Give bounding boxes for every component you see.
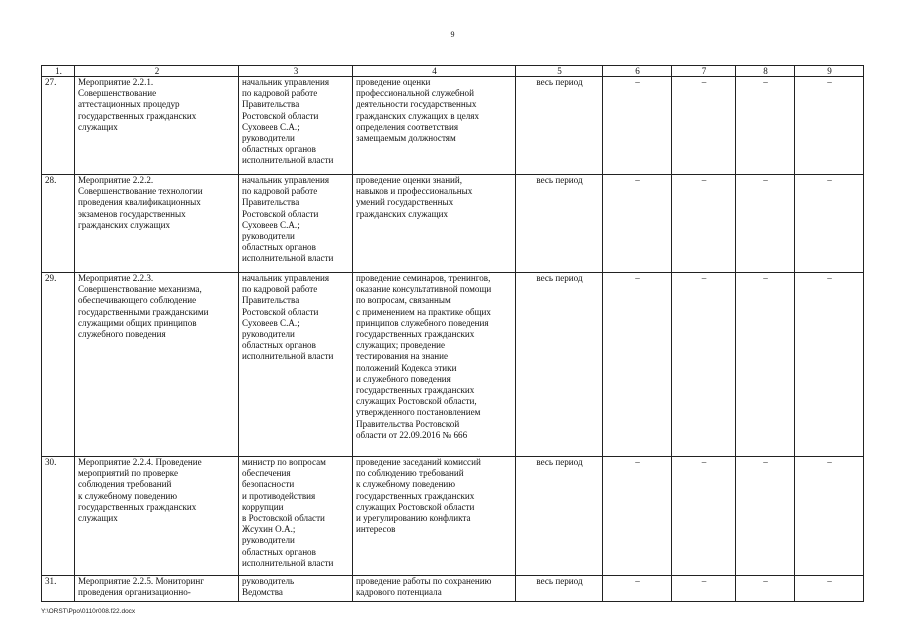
value-cell: –: [736, 273, 795, 457]
row-number: 28.: [42, 175, 75, 273]
value-cell: –: [672, 576, 736, 602]
result-cell: проведение оценки знаний, навыков и профессиональных умений государственных гражданских служащих: [353, 175, 516, 273]
value-cell: –: [736, 457, 795, 576]
value-cell: –: [795, 273, 864, 457]
column-header: 4: [353, 66, 516, 77]
column-header: 9: [795, 66, 864, 77]
period-cell: весь период: [516, 77, 603, 175]
measure-cell: Мероприятие 2.2.5. Мониторинг проведения организационно-: [75, 576, 239, 602]
row-number: 29.: [42, 273, 75, 457]
measure-cell: Мероприятие 2.2.3. Совершенствование механизма, обеспечивающего соблюдение государственными гражданскими служащими общих принципов служебного поведения: [75, 273, 239, 457]
value-cell: –: [603, 457, 672, 576]
measure-cell: Мероприятие 2.2.2. Совершенствование технологии проведения квалификационных экзаменов государственных гражданских служащих: [75, 175, 239, 273]
responsible-cell: руководитель Ведомства: [239, 576, 353, 602]
table-header-row: [42, 66, 864, 77]
result-cell: проведение заседаний комиссий по соблюдению требований к служебному поведению государственных гражданских служащих Ростовской области и урегулированию конфликта интересов: [353, 457, 516, 576]
result-cell: проведение работы по сохранению кадрового потенциала: [353, 576, 516, 602]
table-row: [42, 77, 864, 175]
file-path-footer: Y:\ORST\Ppo\0110r008.f22.docx: [41, 608, 136, 615]
value-cell: –: [736, 77, 795, 175]
value-cell: –: [672, 457, 736, 576]
value-cell: –: [672, 77, 736, 175]
table-row: [42, 273, 864, 457]
row-number: 27.: [42, 77, 75, 175]
value-cell: –: [795, 576, 864, 602]
responsible-cell: министр по вопросам обеспечения безопасности и противодействия коррупции в Ростовской области Жсухин О.А.; руководители областных органов исполнительной власти: [239, 457, 353, 576]
value-cell: –: [603, 77, 672, 175]
value-cell: –: [672, 273, 736, 457]
column-header: 7: [672, 66, 736, 77]
table-row: [42, 457, 864, 576]
column-header: 6: [603, 66, 672, 77]
page-number: 9: [450, 30, 455, 39]
value-cell: –: [672, 175, 736, 273]
value-cell: –: [603, 175, 672, 273]
column-header: 5: [516, 66, 603, 77]
column-header: 2: [75, 66, 239, 77]
period-cell: весь период: [516, 457, 603, 576]
column-header: 1.: [42, 66, 75, 77]
measure-cell: Мероприятие 2.2.4. Проведение мероприятий по проверке соблюдения требований к служебному поведению государственных гражданских служащих: [75, 457, 239, 576]
value-cell: –: [795, 457, 864, 576]
value-cell: –: [603, 273, 672, 457]
result-cell: проведение оценки профессиональной служебной деятельности государственных гражданских служащих в целях определения соответствия замещаемым должностям: [353, 77, 516, 175]
row-number: 31.: [42, 576, 75, 602]
responsible-cell: начальник управления по кадровой работе Правительства Ростовской области Суховеев С.А.; руководители областных органов исполнительной власти: [239, 273, 353, 457]
column-header: 8: [736, 66, 795, 77]
column-header: 3: [239, 66, 353, 77]
row-number: 30.: [42, 457, 75, 576]
table-row: [42, 175, 864, 273]
measure-cell: Мероприятие 2.2.1. Совершенствование аттестационных процедур государственных гражданских служащих: [75, 77, 239, 175]
period-cell: весь период: [516, 175, 603, 273]
value-cell: –: [795, 175, 864, 273]
result-cell: проведение семинаров, тренингов, оказание консультативной помощи по вопросам, связанным с применением на практике общих принципов служебного поведения государственных гражданских служащих; проведение тестирования на знание положений Кодекса этики и служебного поведения государственных гражданских служащих Ростовской области, утвержденного постановлением Правительства Ростовской области от 22.09.2016 № 666: [353, 273, 516, 457]
period-cell: весь период: [516, 576, 603, 602]
period-cell: весь период: [516, 273, 603, 457]
responsible-cell: начальник управления по кадровой работе Правительства Ростовской области Суховеев С.А.; руководители областных органов исполнительной власти: [239, 77, 353, 175]
responsible-cell: начальник управления по кадровой работе Правительства Ростовской области Суховеев С.А.; руководители областных органов исполнительной власти: [239, 175, 353, 273]
value-cell: –: [603, 576, 672, 602]
table-row: [42, 576, 864, 602]
value-cell: –: [736, 576, 795, 602]
value-cell: –: [795, 77, 864, 175]
measures-table: [41, 65, 864, 602]
value-cell: –: [736, 175, 795, 273]
